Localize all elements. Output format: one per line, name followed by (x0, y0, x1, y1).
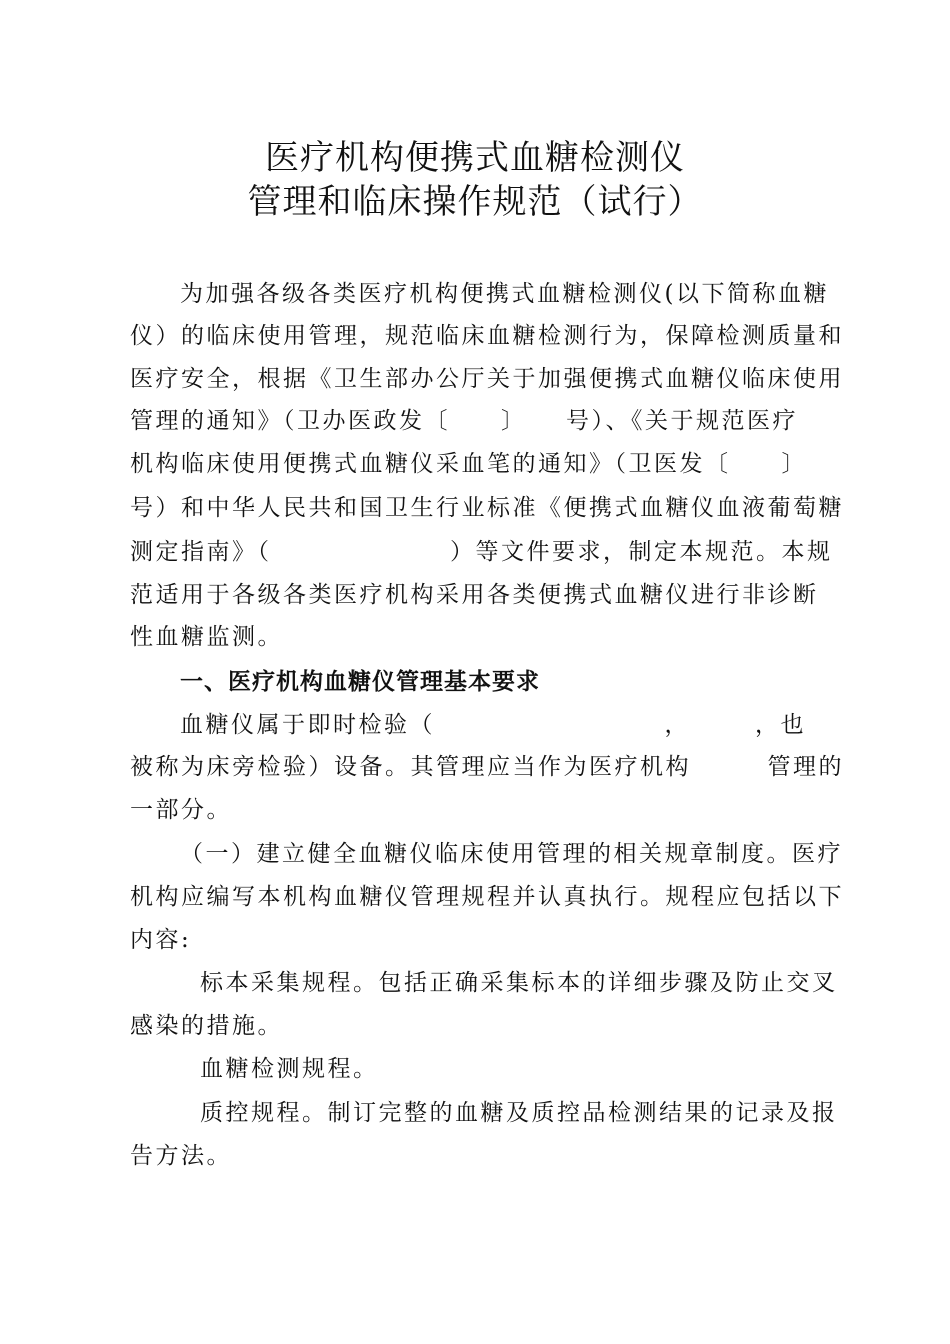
list-item-line: 质控规程。制订完整的血糖及质控品检测结果的记录及报 (200, 1100, 838, 1126)
list-item-line: 告方法。 (130, 1143, 232, 1169)
paragraph-line: 测定指南》（ ）等文件要求，制定本规范。本规 (130, 539, 833, 565)
paragraph-line: 范适用于各级各类医疗机构采用各类便携式血糖仪进行非诊断 (130, 582, 819, 608)
paragraph-line: 仪）的临床使用管理，规范临床血糖检测行为，保障检测质量和 (130, 323, 844, 349)
paragraph-line: 血糖仪属于即时检验（ ， ，也 (180, 712, 806, 738)
paragraph-line: 为加强各级各类医疗机构便携式血糖检测仪(以下简称血糖 (180, 281, 829, 307)
paragraph-line: 性血糖监测。 (130, 624, 283, 650)
paragraph-line: 管理的通知》（卫办医政发〔 〕 号）、《关于规范医疗 (130, 408, 798, 434)
paragraph-line: 医疗安全，根据《卫生部办公厅关于加强便携式血糖仪临床使用 (130, 366, 844, 392)
paragraph-line: 一部分。 (130, 797, 232, 823)
paragraph-line: 内容: (130, 927, 192, 953)
section-heading: 一、医疗机构血糖仪管理基本要求 (180, 669, 540, 695)
paragraph-line: （一）建立健全血糖仪临床使用管理的相关规章制度。医疗 (180, 841, 843, 867)
paragraph-line: 被称为床旁检验）设备。其管理应当作为医疗机构 管理的 (130, 754, 844, 780)
paragraph-line: 机构应编写本机构血糖仪管理规程并认真执行。规程应包括以下 (130, 884, 844, 910)
list-item-line: 血糖检测规程。 (200, 1056, 379, 1082)
document-title-line-1: 医疗机构便携式血糖检测仪 (265, 138, 685, 178)
paragraph-line: 机构临床使用便携式血糖仪采血笔的通知》（卫医发〔 〕 (130, 451, 807, 477)
paragraph-line: 号）和中华人民共和国卫生行业标准《便携式血糖仪血液葡萄糖 (130, 495, 844, 521)
document-title-line-2: 管理和临床操作规范（试行） (247, 182, 703, 222)
list-item-line: 感染的措施。 (130, 1013, 283, 1039)
list-item-line: 标本采集规程。包括正确采集标本的详细步骤及防止交叉 (200, 970, 838, 996)
